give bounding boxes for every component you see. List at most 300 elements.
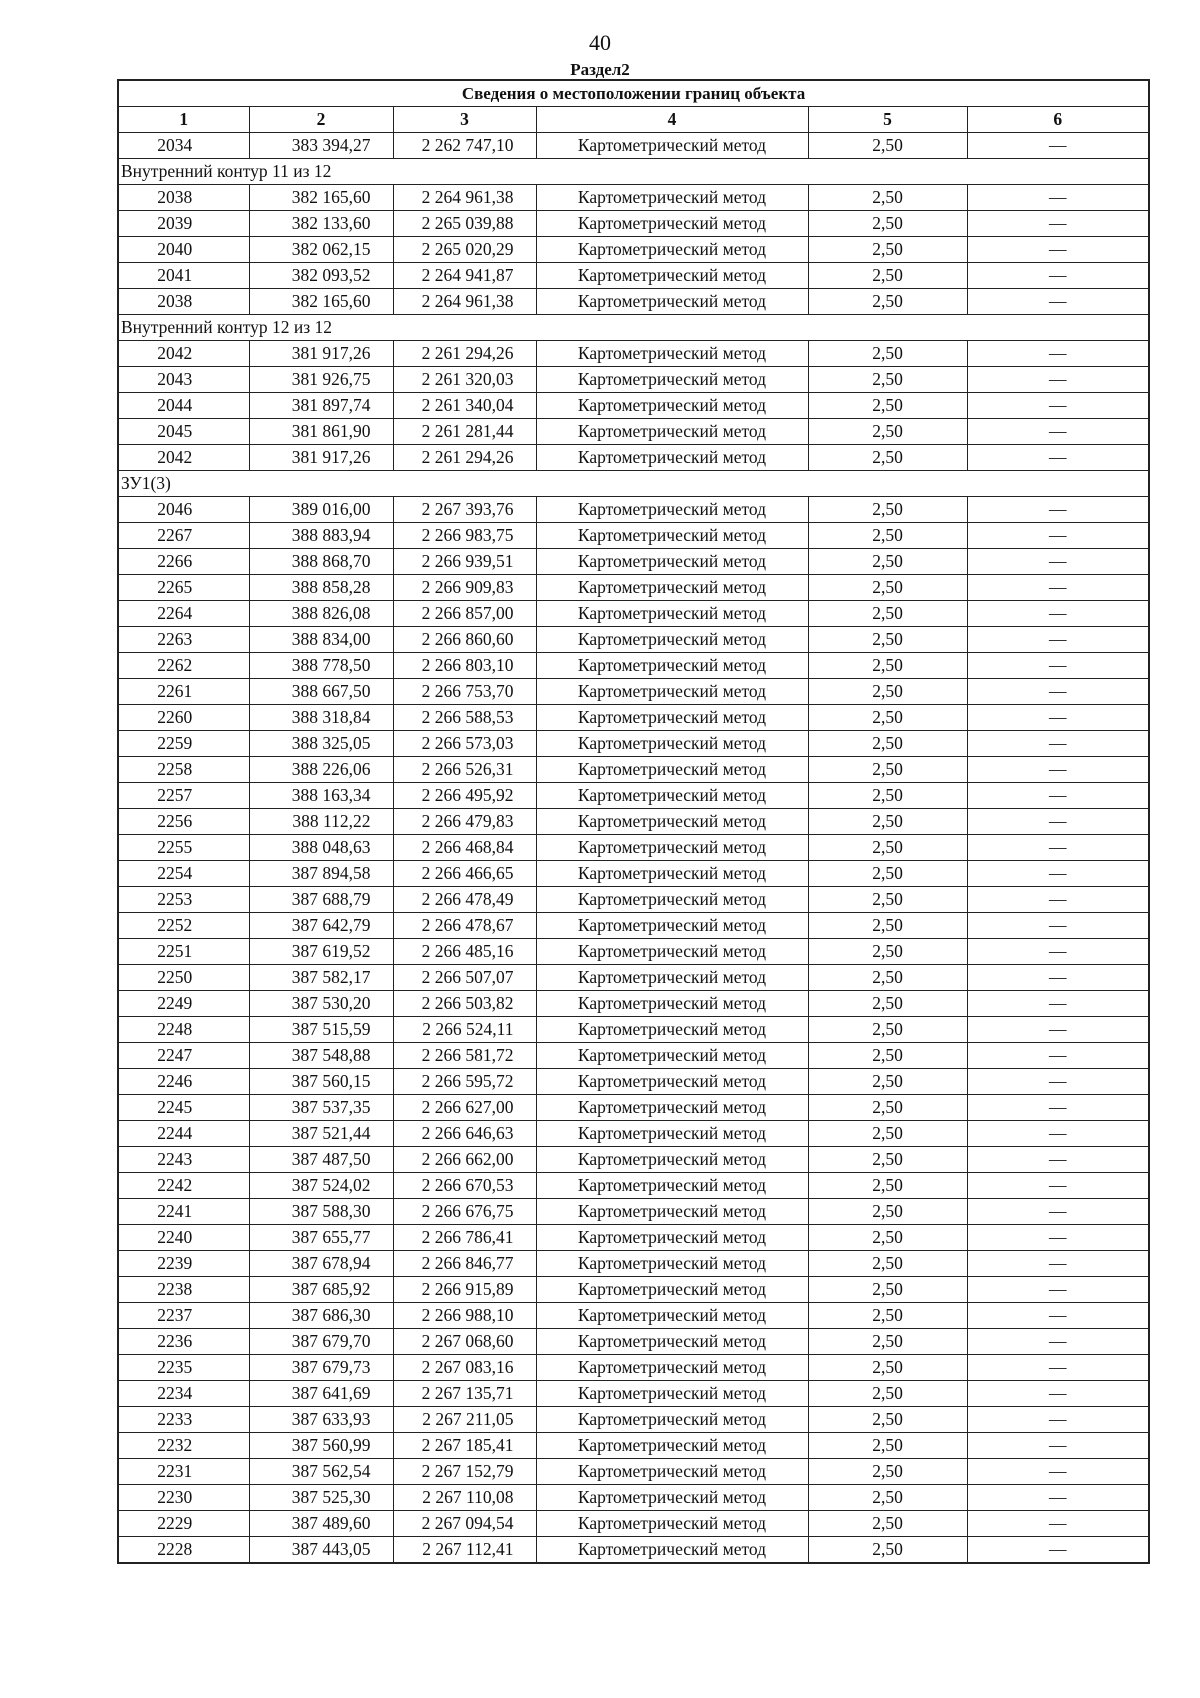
accuracy-cell: 2,50 [808,1329,967,1355]
y-coordinate-cell: 2 262 747,10 [393,133,536,159]
table-row [118,1121,1149,1147]
description-cell: — [967,1017,1149,1043]
description-cell: — [967,393,1149,419]
method-cell: Картометрический метод [536,653,808,679]
accuracy-cell: 2,50 [808,601,967,627]
method-cell: Картометрический метод [536,1199,808,1225]
x-coordinate-cell: 387 679,73 [249,1355,393,1381]
table-row [118,1173,1149,1199]
method-cell: Картометрический метод [536,627,808,653]
point-number-cell: 2250 [118,965,249,991]
point-number-cell: 2253 [118,887,249,913]
x-coordinate-cell: 381 861,90 [249,419,393,445]
method-cell: Картометрический метод [536,263,808,289]
accuracy-cell: 2,50 [808,1225,967,1251]
point-number-cell: 2246 [118,1069,249,1095]
method-cell: Картометрический метод [536,1355,808,1381]
description-cell: — [967,1069,1149,1095]
x-coordinate-cell: 387 537,35 [249,1095,393,1121]
accuracy-cell: 2,50 [808,1017,967,1043]
y-coordinate-cell: 2 267 152,79 [393,1459,536,1485]
point-number-cell: 2229 [118,1511,249,1537]
point-number-cell: 2230 [118,1485,249,1511]
description-cell: — [967,861,1149,887]
x-coordinate-cell: 387 560,99 [249,1433,393,1459]
accuracy-cell: 2,50 [808,913,967,939]
x-coordinate-cell: 381 926,75 [249,367,393,393]
x-coordinate-cell: 388 112,22 [249,809,393,835]
point-number-cell: 2041 [118,263,249,289]
point-number-cell: 2258 [118,757,249,783]
accuracy-cell: 2,50 [808,1199,967,1225]
point-number-cell: 2244 [118,1121,249,1147]
accuracy-cell: 2,50 [808,1095,967,1121]
method-cell: Картометрический метод [536,1069,808,1095]
x-coordinate-cell: 387 686,30 [249,1303,393,1329]
y-coordinate-cell: 2 266 627,00 [393,1095,536,1121]
point-number-cell: 2233 [118,1407,249,1433]
accuracy-cell: 2,50 [808,393,967,419]
method-cell: Картометрический метод [536,1225,808,1251]
description-cell: — [967,653,1149,679]
accuracy-cell: 2,50 [808,1069,967,1095]
description-cell: — [967,731,1149,757]
section-title: Раздел2 [570,60,630,79]
accuracy-cell: 2,50 [808,367,967,393]
table-row [118,653,1149,679]
table-row [118,809,1149,835]
description-cell: — [967,1303,1149,1329]
method-cell: Картометрический метод [536,809,808,835]
description-cell: — [967,627,1149,653]
method-cell: Картометрический метод [536,887,808,913]
y-coordinate-cell: 2 266 909,83 [393,575,536,601]
y-coordinate-cell: 2 266 526,31 [393,757,536,783]
y-coordinate-cell: 2 266 478,67 [393,913,536,939]
y-coordinate-cell: 2 266 588,53 [393,705,536,731]
table-row [118,1199,1149,1225]
description-cell: — [967,757,1149,783]
y-coordinate-cell: 2 266 676,75 [393,1199,536,1225]
point-number-cell: 2228 [118,1537,249,1564]
description-cell: — [967,341,1149,367]
y-coordinate-cell: 2 266 485,16 [393,939,536,965]
x-coordinate-cell: 388 667,50 [249,679,393,705]
column-header: 3 [393,107,536,133]
method-cell: Картометрический метод [536,1459,808,1485]
point-number-cell: 2266 [118,549,249,575]
y-coordinate-cell: 2 266 595,72 [393,1069,536,1095]
table-row [118,913,1149,939]
x-coordinate-cell: 387 443,05 [249,1537,393,1564]
x-coordinate-cell: 388 048,63 [249,835,393,861]
x-coordinate-cell: 387 582,17 [249,965,393,991]
caption-row [118,80,1149,107]
description-cell: — [967,1433,1149,1459]
description-cell: — [967,1277,1149,1303]
contour-label: ЗУ1(3) [118,471,1149,497]
table-row [118,1381,1149,1407]
y-coordinate-cell: 2 267 211,05 [393,1407,536,1433]
x-coordinate-cell: 387 619,52 [249,939,393,965]
table-row [118,1355,1149,1381]
point-number-cell: 2240 [118,1225,249,1251]
accuracy-cell: 2,50 [808,757,967,783]
x-coordinate-cell: 388 226,06 [249,757,393,783]
x-coordinate-cell: 387 524,02 [249,1173,393,1199]
point-number-cell: 2264 [118,601,249,627]
point-number-cell: 2260 [118,705,249,731]
method-cell: Картометрический метод [536,1407,808,1433]
x-coordinate-cell: 381 917,26 [249,445,393,471]
table-row [118,731,1149,757]
accuracy-cell: 2,50 [808,731,967,757]
method-cell: Картометрический метод [536,757,808,783]
method-cell: Картометрический метод [536,1173,808,1199]
x-coordinate-cell: 381 917,26 [249,341,393,367]
table-row [118,1329,1149,1355]
x-coordinate-cell: 387 588,30 [249,1199,393,1225]
y-coordinate-cell: 2 266 573,03 [393,731,536,757]
y-coordinate-cell: 2 267 185,41 [393,1433,536,1459]
method-cell: Картометрический метод [536,1017,808,1043]
table-row [118,1095,1149,1121]
y-coordinate-cell: 2 266 846,77 [393,1251,536,1277]
point-number-cell: 2261 [118,679,249,705]
x-coordinate-cell: 382 165,60 [249,185,393,211]
accuracy-cell: 2,50 [808,1459,967,1485]
description-cell: — [967,133,1149,159]
table-row [118,1251,1149,1277]
y-coordinate-cell: 2 267 112,41 [393,1537,536,1564]
accuracy-cell: 2,50 [808,133,967,159]
x-coordinate-cell: 388 826,08 [249,601,393,627]
x-coordinate-cell: 387 894,58 [249,861,393,887]
table-row [118,1069,1149,1095]
accuracy-cell: 2,50 [808,705,967,731]
table-row [118,1017,1149,1043]
y-coordinate-cell: 2 266 857,00 [393,601,536,627]
x-coordinate-cell: 387 641,69 [249,1381,393,1407]
description-cell: — [967,991,1149,1017]
accuracy-cell: 2,50 [808,185,967,211]
table-row [118,627,1149,653]
method-cell: Картометрический метод [536,341,808,367]
description-cell: — [967,1043,1149,1069]
accuracy-cell: 2,50 [808,1121,967,1147]
method-cell: Картометрический метод [536,1303,808,1329]
table-row [118,237,1149,263]
y-coordinate-cell: 2 261 281,44 [393,419,536,445]
x-coordinate-cell: 387 685,92 [249,1277,393,1303]
point-number-cell: 2236 [118,1329,249,1355]
accuracy-cell: 2,50 [808,1043,967,1069]
description-cell: — [967,1485,1149,1511]
accuracy-cell: 2,50 [808,289,967,315]
accuracy-cell: 2,50 [808,679,967,705]
method-cell: Картометрический метод [536,185,808,211]
point-number-cell: 2040 [118,237,249,263]
description-cell: — [967,263,1149,289]
y-coordinate-cell: 2 267 135,71 [393,1381,536,1407]
point-number-cell: 2249 [118,991,249,1017]
x-coordinate-cell: 387 487,50 [249,1147,393,1173]
y-coordinate-cell: 2 266 468,84 [393,835,536,861]
table-row [118,263,1149,289]
y-coordinate-cell: 2 266 466,65 [393,861,536,887]
description-cell: — [967,1095,1149,1121]
table-row [118,939,1149,965]
accuracy-cell: 2,50 [808,1407,967,1433]
method-cell: Картометрический метод [536,1433,808,1459]
y-coordinate-cell: 2 261 294,26 [393,341,536,367]
point-number-cell: 2265 [118,575,249,601]
table-row [118,211,1149,237]
method-cell: Картометрический метод [536,1381,808,1407]
description-cell: — [967,1381,1149,1407]
x-coordinate-cell: 387 562,54 [249,1459,393,1485]
table-row [118,1511,1149,1537]
table-row [118,1225,1149,1251]
table-row [118,783,1149,809]
y-coordinate-cell: 2 265 039,88 [393,211,536,237]
description-cell: — [967,1199,1149,1225]
accuracy-cell: 2,50 [808,497,967,523]
x-coordinate-cell: 387 515,59 [249,1017,393,1043]
accuracy-cell: 2,50 [808,835,967,861]
y-coordinate-cell: 2 264 941,87 [393,263,536,289]
y-coordinate-cell: 2 261 294,26 [393,445,536,471]
accuracy-cell: 2,50 [808,991,967,1017]
x-coordinate-cell: 387 525,30 [249,1485,393,1511]
y-coordinate-cell: 2 261 340,04 [393,393,536,419]
table-row [118,679,1149,705]
point-number-cell: 2044 [118,393,249,419]
y-coordinate-cell: 2 267 393,76 [393,497,536,523]
y-coordinate-cell: 2 266 503,82 [393,991,536,1017]
x-coordinate-cell: 387 521,44 [249,1121,393,1147]
accuracy-cell: 2,50 [808,341,967,367]
contour-label: Внутренний контур 12 из 12 [118,315,1149,341]
method-cell: Картометрический метод [536,289,808,315]
method-cell: Картометрический метод [536,965,808,991]
method-cell: Картометрический метод [536,861,808,887]
x-coordinate-cell: 387 678,94 [249,1251,393,1277]
accuracy-cell: 2,50 [808,1251,967,1277]
point-number-cell: 2234 [118,1381,249,1407]
accuracy-cell: 2,50 [808,263,967,289]
description-cell: — [967,913,1149,939]
accuracy-cell: 2,50 [808,939,967,965]
x-coordinate-cell: 387 548,88 [249,1043,393,1069]
accuracy-cell: 2,50 [808,1511,967,1537]
y-coordinate-cell: 2 266 988,10 [393,1303,536,1329]
y-coordinate-cell: 2 266 479,83 [393,809,536,835]
description-cell: — [967,523,1149,549]
column-header: 1 [118,107,249,133]
x-coordinate-cell: 381 897,74 [249,393,393,419]
accuracy-cell: 2,50 [808,1173,967,1199]
table-caption: Сведения о местоположении границ объекта [118,80,1149,107]
table-row [118,341,1149,367]
point-number-cell: 2043 [118,367,249,393]
column-header: 4 [536,107,808,133]
point-number-cell: 2046 [118,497,249,523]
y-coordinate-cell: 2 261 320,03 [393,367,536,393]
table-row [118,1043,1149,1069]
accuracy-cell: 2,50 [808,445,967,471]
point-number-cell: 2038 [118,289,249,315]
description-cell: — [967,783,1149,809]
description-cell: — [967,185,1149,211]
point-number-cell: 2243 [118,1147,249,1173]
point-number-cell: 2251 [118,939,249,965]
method-cell: Картометрический метод [536,1537,808,1564]
table-row [118,1277,1149,1303]
description-cell: — [967,601,1149,627]
column-header-row [118,107,1149,133]
method-cell: Картометрический метод [536,133,808,159]
table-row [118,991,1149,1017]
point-number-cell: 2034 [118,133,249,159]
point-number-cell: 2039 [118,211,249,237]
column-header: 6 [967,107,1149,133]
y-coordinate-cell: 2 266 915,89 [393,1277,536,1303]
point-number-cell: 2262 [118,653,249,679]
description-cell: — [967,549,1149,575]
description-cell: — [967,1121,1149,1147]
x-coordinate-cell: 388 858,28 [249,575,393,601]
description-cell: — [967,1329,1149,1355]
description-cell: — [967,835,1149,861]
method-cell: Картометрический метод [536,367,808,393]
method-cell: Картометрический метод [536,679,808,705]
method-cell: Картометрический метод [536,1511,808,1537]
description-cell: — [967,497,1149,523]
point-number-cell: 2255 [118,835,249,861]
accuracy-cell: 2,50 [808,1381,967,1407]
accuracy-cell: 2,50 [808,627,967,653]
accuracy-cell: 2,50 [808,783,967,809]
table-row [118,393,1149,419]
method-cell: Картометрический метод [536,1095,808,1121]
x-coordinate-cell: 382 165,60 [249,289,393,315]
table-row [118,367,1149,393]
description-cell: — [967,237,1149,263]
description-cell: — [967,965,1149,991]
description-cell: — [967,1355,1149,1381]
x-coordinate-cell: 387 530,20 [249,991,393,1017]
point-number-cell: 2252 [118,913,249,939]
y-coordinate-cell: 2 266 939,51 [393,549,536,575]
accuracy-cell: 2,50 [808,861,967,887]
y-coordinate-cell: 2 265 020,29 [393,237,536,263]
point-number-cell: 2259 [118,731,249,757]
method-cell: Картометрический метод [536,1043,808,1069]
x-coordinate-cell: 387 633,93 [249,1407,393,1433]
accuracy-cell: 2,50 [808,887,967,913]
point-number-cell: 2238 [118,1277,249,1303]
y-coordinate-cell: 2 266 524,11 [393,1017,536,1043]
description-cell: — [967,1147,1149,1173]
y-coordinate-cell: 2 266 786,41 [393,1225,536,1251]
x-coordinate-cell: 388 883,94 [249,523,393,549]
table-row [118,887,1149,913]
point-number-cell: 2239 [118,1251,249,1277]
table-row [118,1147,1149,1173]
x-coordinate-cell: 387 560,15 [249,1069,393,1095]
y-coordinate-cell: 2 266 803,10 [393,653,536,679]
point-number-cell: 2242 [118,1173,249,1199]
table-row [118,185,1149,211]
table-row [118,1485,1149,1511]
accuracy-cell: 2,50 [808,1537,967,1564]
x-coordinate-cell: 388 163,34 [249,783,393,809]
x-coordinate-cell: 388 778,50 [249,653,393,679]
y-coordinate-cell: 2 267 094,54 [393,1511,536,1537]
contour-header-row [118,315,1149,341]
x-coordinate-cell: 388 834,00 [249,627,393,653]
method-cell: Картометрический метод [536,601,808,627]
accuracy-cell: 2,50 [808,1355,967,1381]
table-row [118,497,1149,523]
page-number: 40 [589,30,611,55]
point-number-cell: 2232 [118,1433,249,1459]
method-cell: Картометрический метод [536,445,808,471]
point-number-cell: 2045 [118,419,249,445]
method-cell: Картометрический метод [536,1251,808,1277]
description-cell: — [967,1251,1149,1277]
y-coordinate-cell: 2 266 495,92 [393,783,536,809]
x-coordinate-cell: 388 318,84 [249,705,393,731]
description-cell: — [967,809,1149,835]
contour-header-row [118,471,1149,497]
table-row [118,1537,1149,1564]
method-cell: Картометрический метод [536,1329,808,1355]
point-number-cell: 2038 [118,185,249,211]
description-cell: — [967,1173,1149,1199]
boundary-coordinates-table [117,79,1150,1564]
method-cell: Картометрический метод [536,1277,808,1303]
description-cell: — [967,1407,1149,1433]
method-cell: Картометрический метод [536,731,808,757]
description-cell: — [967,211,1149,237]
x-coordinate-cell: 387 688,79 [249,887,393,913]
description-cell: — [967,1537,1149,1564]
method-cell: Картометрический метод [536,1485,808,1511]
method-cell: Картометрический метод [536,419,808,445]
method-cell: Картометрический метод [536,783,808,809]
method-cell: Картометрический метод [536,523,808,549]
accuracy-cell: 2,50 [808,1303,967,1329]
point-number-cell: 2247 [118,1043,249,1069]
description-cell: — [967,445,1149,471]
method-cell: Картометрический метод [536,705,808,731]
description-cell: — [967,887,1149,913]
y-coordinate-cell: 2 264 961,38 [393,185,536,211]
x-coordinate-cell: 382 133,60 [249,211,393,237]
y-coordinate-cell: 2 266 860,60 [393,627,536,653]
y-coordinate-cell: 2 266 662,00 [393,1147,536,1173]
table-row [118,861,1149,887]
accuracy-cell: 2,50 [808,549,967,575]
accuracy-cell: 2,50 [808,1433,967,1459]
table-row [118,1303,1149,1329]
accuracy-cell: 2,50 [808,419,967,445]
y-coordinate-cell: 2 266 507,07 [393,965,536,991]
method-cell: Картометрический метод [536,1121,808,1147]
description-cell: — [967,419,1149,445]
